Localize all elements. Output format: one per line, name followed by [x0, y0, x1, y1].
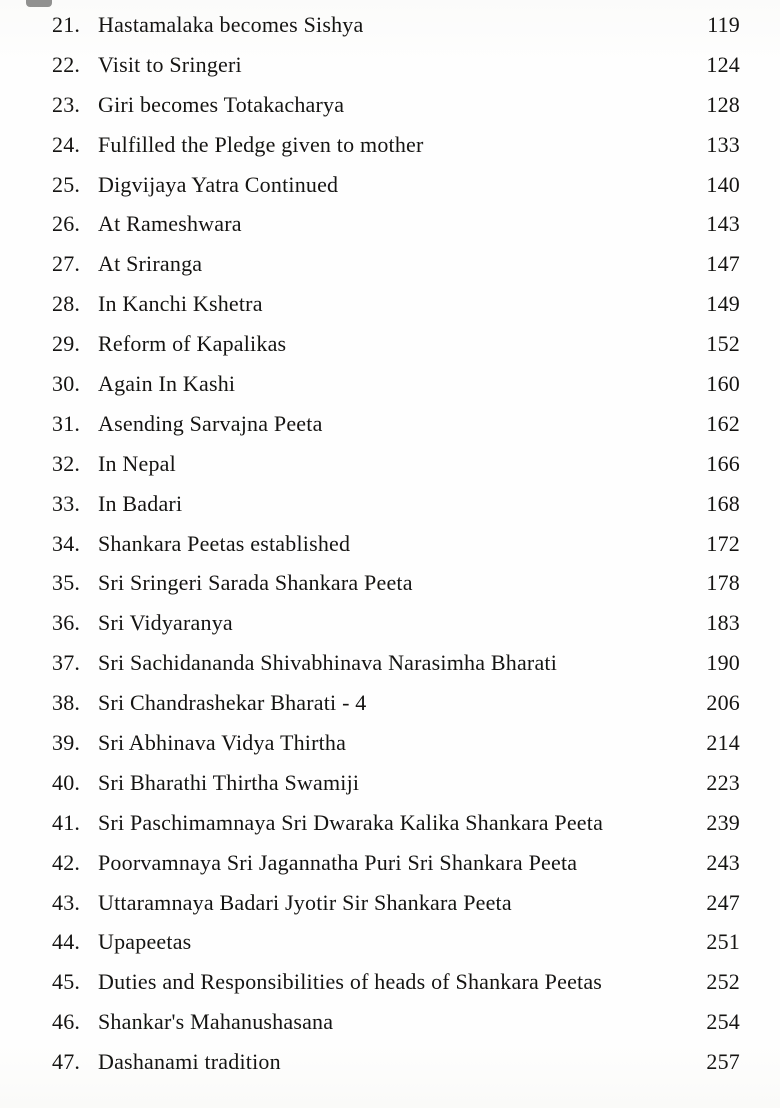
toc-entry — [52, 172, 740, 212]
entry-page: 124 — [706, 51, 740, 77]
toc-entry — [52, 890, 740, 930]
entry-title: Shankar's Mahanushasana — [98, 1009, 334, 1035]
entry-number: 24. — [52, 131, 81, 157]
entry-title: Dashanami tradition — [98, 1049, 281, 1075]
entry-title: Asending Sarvajna Peeta — [98, 410, 323, 436]
entry-page: 152 — [706, 331, 740, 357]
entry-title: Digvijaya Yatra Continued — [98, 171, 339, 197]
toc-entry — [52, 491, 740, 531]
entry-title: Fulfilled the Pledge given to mother — [98, 131, 424, 157]
entry-number: 21. — [52, 12, 81, 37]
entry-page: 147 — [706, 251, 740, 277]
entry-number: 37. — [52, 650, 81, 676]
entry-page: 252 — [706, 969, 740, 995]
toc-list — [52, 12, 740, 1089]
entry-title: Upapeetas — [98, 929, 192, 955]
entry-page: 223 — [706, 769, 740, 795]
toc-entry — [52, 650, 740, 690]
entry-number: 27. — [52, 251, 81, 277]
toc-entry — [52, 331, 740, 371]
toc-entry — [52, 531, 740, 571]
toc-entry — [52, 211, 740, 251]
entry-page: 183 — [706, 610, 740, 636]
entry-page: 190 — [706, 650, 740, 676]
toc-entry — [52, 52, 740, 92]
entry-page: 239 — [706, 809, 740, 835]
entry-page: 251 — [706, 929, 740, 955]
entry-title: Reform of Kapalikas — [98, 331, 287, 357]
toc-entry — [52, 1009, 740, 1049]
entry-page: 206 — [706, 690, 740, 716]
entry-number: 35. — [52, 570, 81, 596]
entry-number: 36. — [52, 610, 81, 636]
entry-page: 243 — [706, 849, 740, 875]
entry-title: Sri Bharathi Thirtha Swamiji — [98, 769, 360, 795]
toc-entry — [52, 371, 740, 411]
entry-number: 33. — [52, 490, 81, 516]
entry-number: 45. — [52, 969, 81, 995]
entry-title: At Rameshwara — [98, 211, 242, 237]
entry-number: 22. — [52, 51, 81, 77]
entry-page: 140 — [706, 171, 740, 197]
entry-page: 257 — [706, 1049, 740, 1075]
entry-title: Sri Vidyaranya — [98, 610, 233, 636]
entry-page: 254 — [706, 1009, 740, 1035]
entry-number: 32. — [52, 450, 81, 476]
entry-number: 34. — [52, 530, 81, 556]
entry-page: 128 — [706, 91, 740, 117]
entry-title: In Badari — [98, 490, 183, 516]
entry-number: 31. — [52, 410, 81, 436]
scan-artifact — [26, 0, 52, 7]
entry-title: Sri Abhinava Vidya Thirtha — [98, 730, 347, 756]
entry-page: 172 — [706, 530, 740, 556]
toc-entry — [52, 570, 740, 610]
toc-entry — [52, 969, 740, 1009]
toc-entry — [52, 411, 740, 451]
toc-entry — [52, 451, 740, 491]
entry-page: 178 — [706, 570, 740, 596]
entry-page: 168 — [706, 490, 740, 516]
entry-number: 40. — [52, 769, 81, 795]
toc-entry — [52, 810, 740, 850]
entry-title: Duties and Responsibilities of heads of Shankara Peetas — [98, 969, 603, 995]
toc-entry — [52, 251, 740, 291]
entry-title: At Sriranga — [98, 251, 203, 277]
entry-number: 23. — [52, 91, 81, 117]
toc-entry — [52, 291, 740, 331]
toc-entry — [52, 610, 740, 650]
entry-number: 46. — [52, 1009, 81, 1035]
entry-title: Poorvamnaya Sri Jagannatha Puri Sri Shankara Peeta — [98, 849, 578, 875]
entry-title: Sri Chandrashekar Bharati - 4 — [98, 690, 367, 716]
entry-page: 162 — [706, 410, 740, 436]
entry-number: 30. — [52, 371, 81, 397]
entry-number: 47. — [52, 1049, 81, 1075]
toc-entry — [52, 770, 740, 810]
entry-title: Sri Sringeri Sarada Shankara Peeta — [98, 570, 413, 596]
entry-number: 43. — [52, 889, 81, 915]
entry-title: Hastamalaka becomes Sishya — [98, 12, 364, 37]
entry-title: Visit to Sringeri — [98, 51, 242, 77]
toc-entry — [52, 929, 740, 969]
entry-number: 28. — [52, 291, 81, 317]
entry-page: 214 — [706, 730, 740, 756]
toc-entry — [52, 730, 740, 770]
entry-page: 149 — [706, 291, 740, 317]
entry-number: 26. — [52, 211, 81, 237]
entry-number: 41. — [52, 809, 81, 835]
entry-title: Giri becomes Totakacharya — [98, 91, 345, 117]
toc-entry — [52, 850, 740, 890]
entry-title: In Nepal — [98, 450, 176, 476]
entry-page: 133 — [706, 131, 740, 157]
entry-number: 39. — [52, 730, 81, 756]
toc-entry — [52, 92, 740, 132]
entry-title: Again In Kashi — [98, 371, 236, 397]
entry-page: 160 — [706, 371, 740, 397]
toc-entry — [52, 1049, 740, 1089]
entry-number: 42. — [52, 849, 81, 875]
toc-entry — [52, 690, 740, 730]
entry-number: 25. — [52, 171, 81, 197]
entry-page: 143 — [706, 211, 740, 237]
entry-title: Uttaramnaya Badari Jyotir Sir Shankara Peeta — [98, 889, 512, 915]
entry-page: 247 — [706, 889, 740, 915]
entry-number: 44. — [52, 929, 81, 955]
entry-title: In Kanchi Kshetra — [98, 291, 263, 317]
toc-entry — [52, 12, 740, 52]
toc-entry — [52, 132, 740, 172]
entry-title: Sri Paschimamnaya Sri Dwaraka Kalika Shankara Peeta — [98, 809, 604, 835]
entry-title: Shankara Peetas established — [98, 530, 351, 556]
entry-page: 119 — [707, 12, 740, 37]
entry-number: 29. — [52, 331, 81, 357]
entry-number: 38. — [52, 690, 81, 716]
entry-page: 166 — [706, 450, 740, 476]
entry-title: Sri Sachidananda Shivabhinava Narasimha Bharati — [98, 650, 558, 676]
